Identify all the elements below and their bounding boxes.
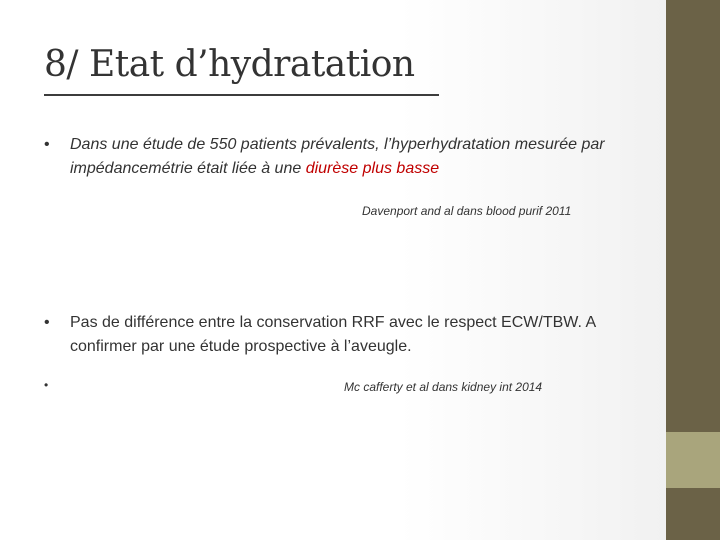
sidebar-decoration-bottom bbox=[666, 488, 720, 540]
bullet-text-2: Pas de différence entre la conservation RRF avec le respect ECW/TBW. A confirmer par une étude prospective à l’aveugle. bbox=[70, 314, 596, 355]
bullet-text-1-highlight: diurèse plus basse bbox=[305, 160, 440, 177]
title-underline bbox=[44, 94, 439, 96]
bullet-text-1 bbox=[70, 133, 630, 181]
bullet-text-1-main: Dans une étude de 550 patients prévalents, l’hyperhydratation mesurée par impédancemétrie était liée à une bbox=[70, 136, 605, 177]
sidebar-decoration-accent bbox=[666, 432, 720, 488]
reference-davenport: Davenport and al dans blood purif 2011 bbox=[362, 204, 572, 218]
slide-title: 8/ Etat d’hydratation bbox=[44, 44, 415, 85]
bullet-marker-2: • bbox=[44, 314, 50, 331]
reference-mccafferty: Mc cafferty et al dans kidney int 2014 bbox=[344, 380, 543, 394]
bullet-marker-3: • bbox=[44, 378, 49, 392]
bullet-marker-1: • bbox=[44, 136, 50, 153]
sidebar-decoration-top bbox=[666, 0, 720, 432]
